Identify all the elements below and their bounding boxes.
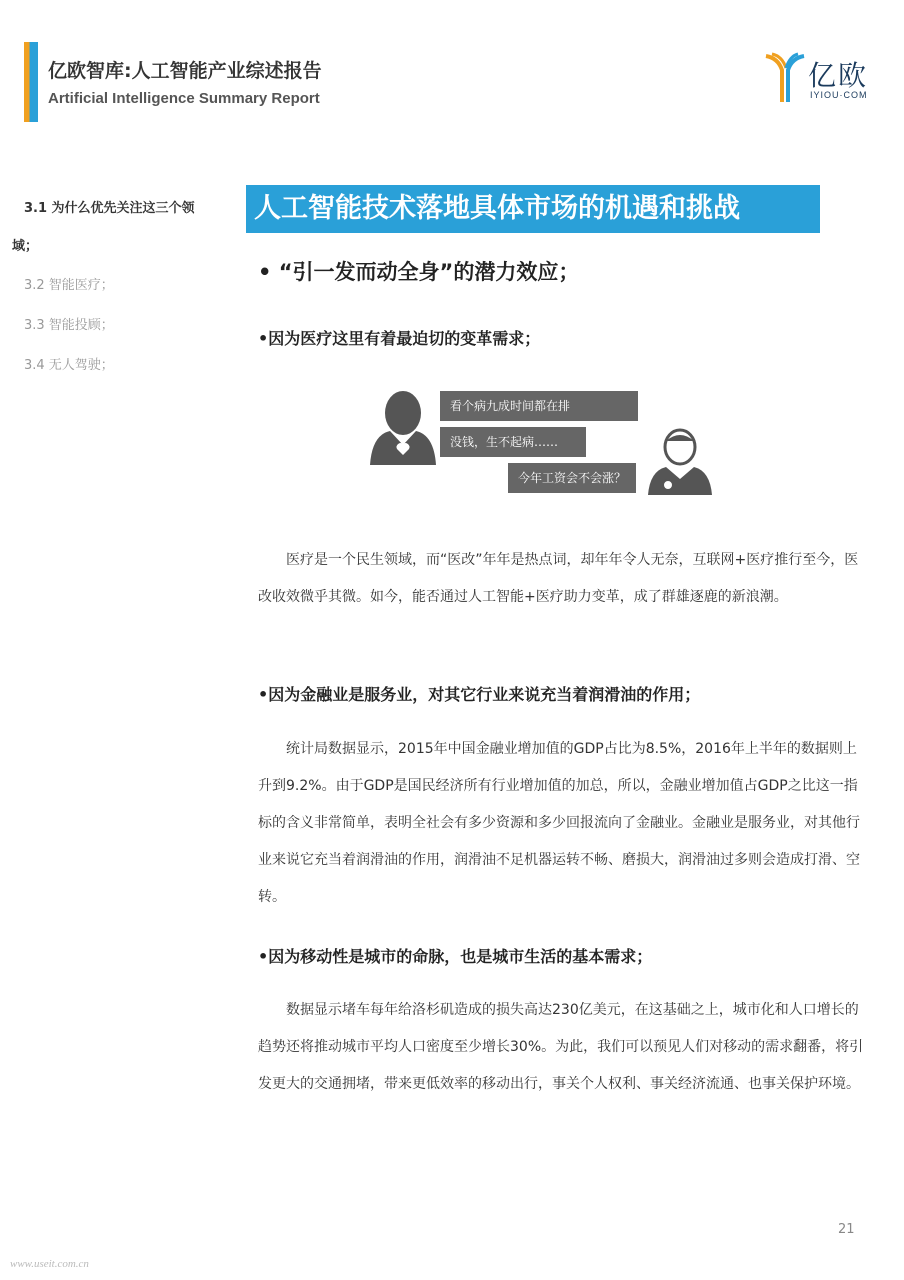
section-title: 人工智能技术落地具体市场的机遇和挑战 <box>246 185 820 233</box>
speech-bubble-3: 今年工资会不会涨？ <box>508 463 636 493</box>
logo-domain: IYIOU·COM <box>810 90 868 100</box>
report-title: 亿欧智库:人工智能产业综述报告 <box>48 60 322 82</box>
toc-item-3-1-line2: 域； <box>12 239 39 254</box>
heading-finance: •因为金融业是服务业，对其它行业来说充当着润滑油的作用； <box>258 685 701 704</box>
toc-item-3-2[interactable]: 3.2 智能医疗； <box>24 278 114 293</box>
report-subtitle: Artificial Intelligence Summary Report <box>48 90 320 107</box>
page-number: 21 <box>838 1222 855 1237</box>
toc-item-3-3[interactable]: 3.3 智能投顾； <box>24 318 114 333</box>
logo-text: 亿欧 <box>808 59 869 92</box>
yiou-logo <box>764 52 884 108</box>
header-accent-bar <box>24 42 38 122</box>
healthcare-illustration <box>368 385 718 500</box>
toc-item-3-4[interactable]: 3.4 无人驾驶； <box>24 358 114 373</box>
paragraph-mobility: 数据显示堵车每年给洛杉矶造成的损失高达230亿美元，在这基础之上，城市化和人口增长的趋势还将推动城市平均人口密度至少增长30%。为此，我们可以预见人们对移动的需求翻番，将引发更大的交通拥堵，带来更低效率的移动出行，事关个人权利、事关经济流通、也事关保护环境。 <box>258 1002 864 1092</box>
main-bullet: • “引一发而动全身”的潜力效应； <box>258 260 580 284</box>
patient-icon <box>368 387 438 465</box>
paragraph-healthcare: 医疗是一个民生领域，而“医改”年年是热点词，却年年令人无奈，互联网+医疗推行至今，医改收效微乎其微。如今，能否通过人工智能+医疗助力变革，成了群雄逐鹿的新浪潮。 <box>258 552 859 605</box>
toc-sidebar <box>12 190 224 386</box>
heading-healthcare: •因为医疗这里有着最迫切的变革需求； <box>258 329 541 348</box>
speech-bubble-2: 没钱，生不起病…… <box>440 427 586 457</box>
watermark: www.useit.com.cn <box>10 1258 89 1270</box>
paragraph-finance: 统计局数据显示，2015年中国金融业增加值的GDP占比为8.5%，2016年上半年的数据则上升到9.2%。由于GDP是国民经济所有行业增加值的加总，所以，金融业增加值占GDP之比这一指标的含义非常简单，表明全社会有多少资源和多少回报流向了金融业。金融业是服务业，对其他行业来说它充当着润滑油的作用，润滑油不足机器运转不畅、磨损大，润滑油过多则会造成打滑、空转。 <box>258 741 860 905</box>
doctor-icon <box>646 427 714 495</box>
toc-item-3-1-line1: 3.1 为什么优先关注这三个领 <box>24 201 195 216</box>
heading-mobility: •因为移动性是城市的命脉，也是城市生活的基本需求； <box>258 947 653 966</box>
logo-mark-icon <box>764 52 806 104</box>
speech-bubble-1: 看个病九成时间都在排 <box>440 391 638 421</box>
toc-item-3-1[interactable] <box>12 190 224 266</box>
